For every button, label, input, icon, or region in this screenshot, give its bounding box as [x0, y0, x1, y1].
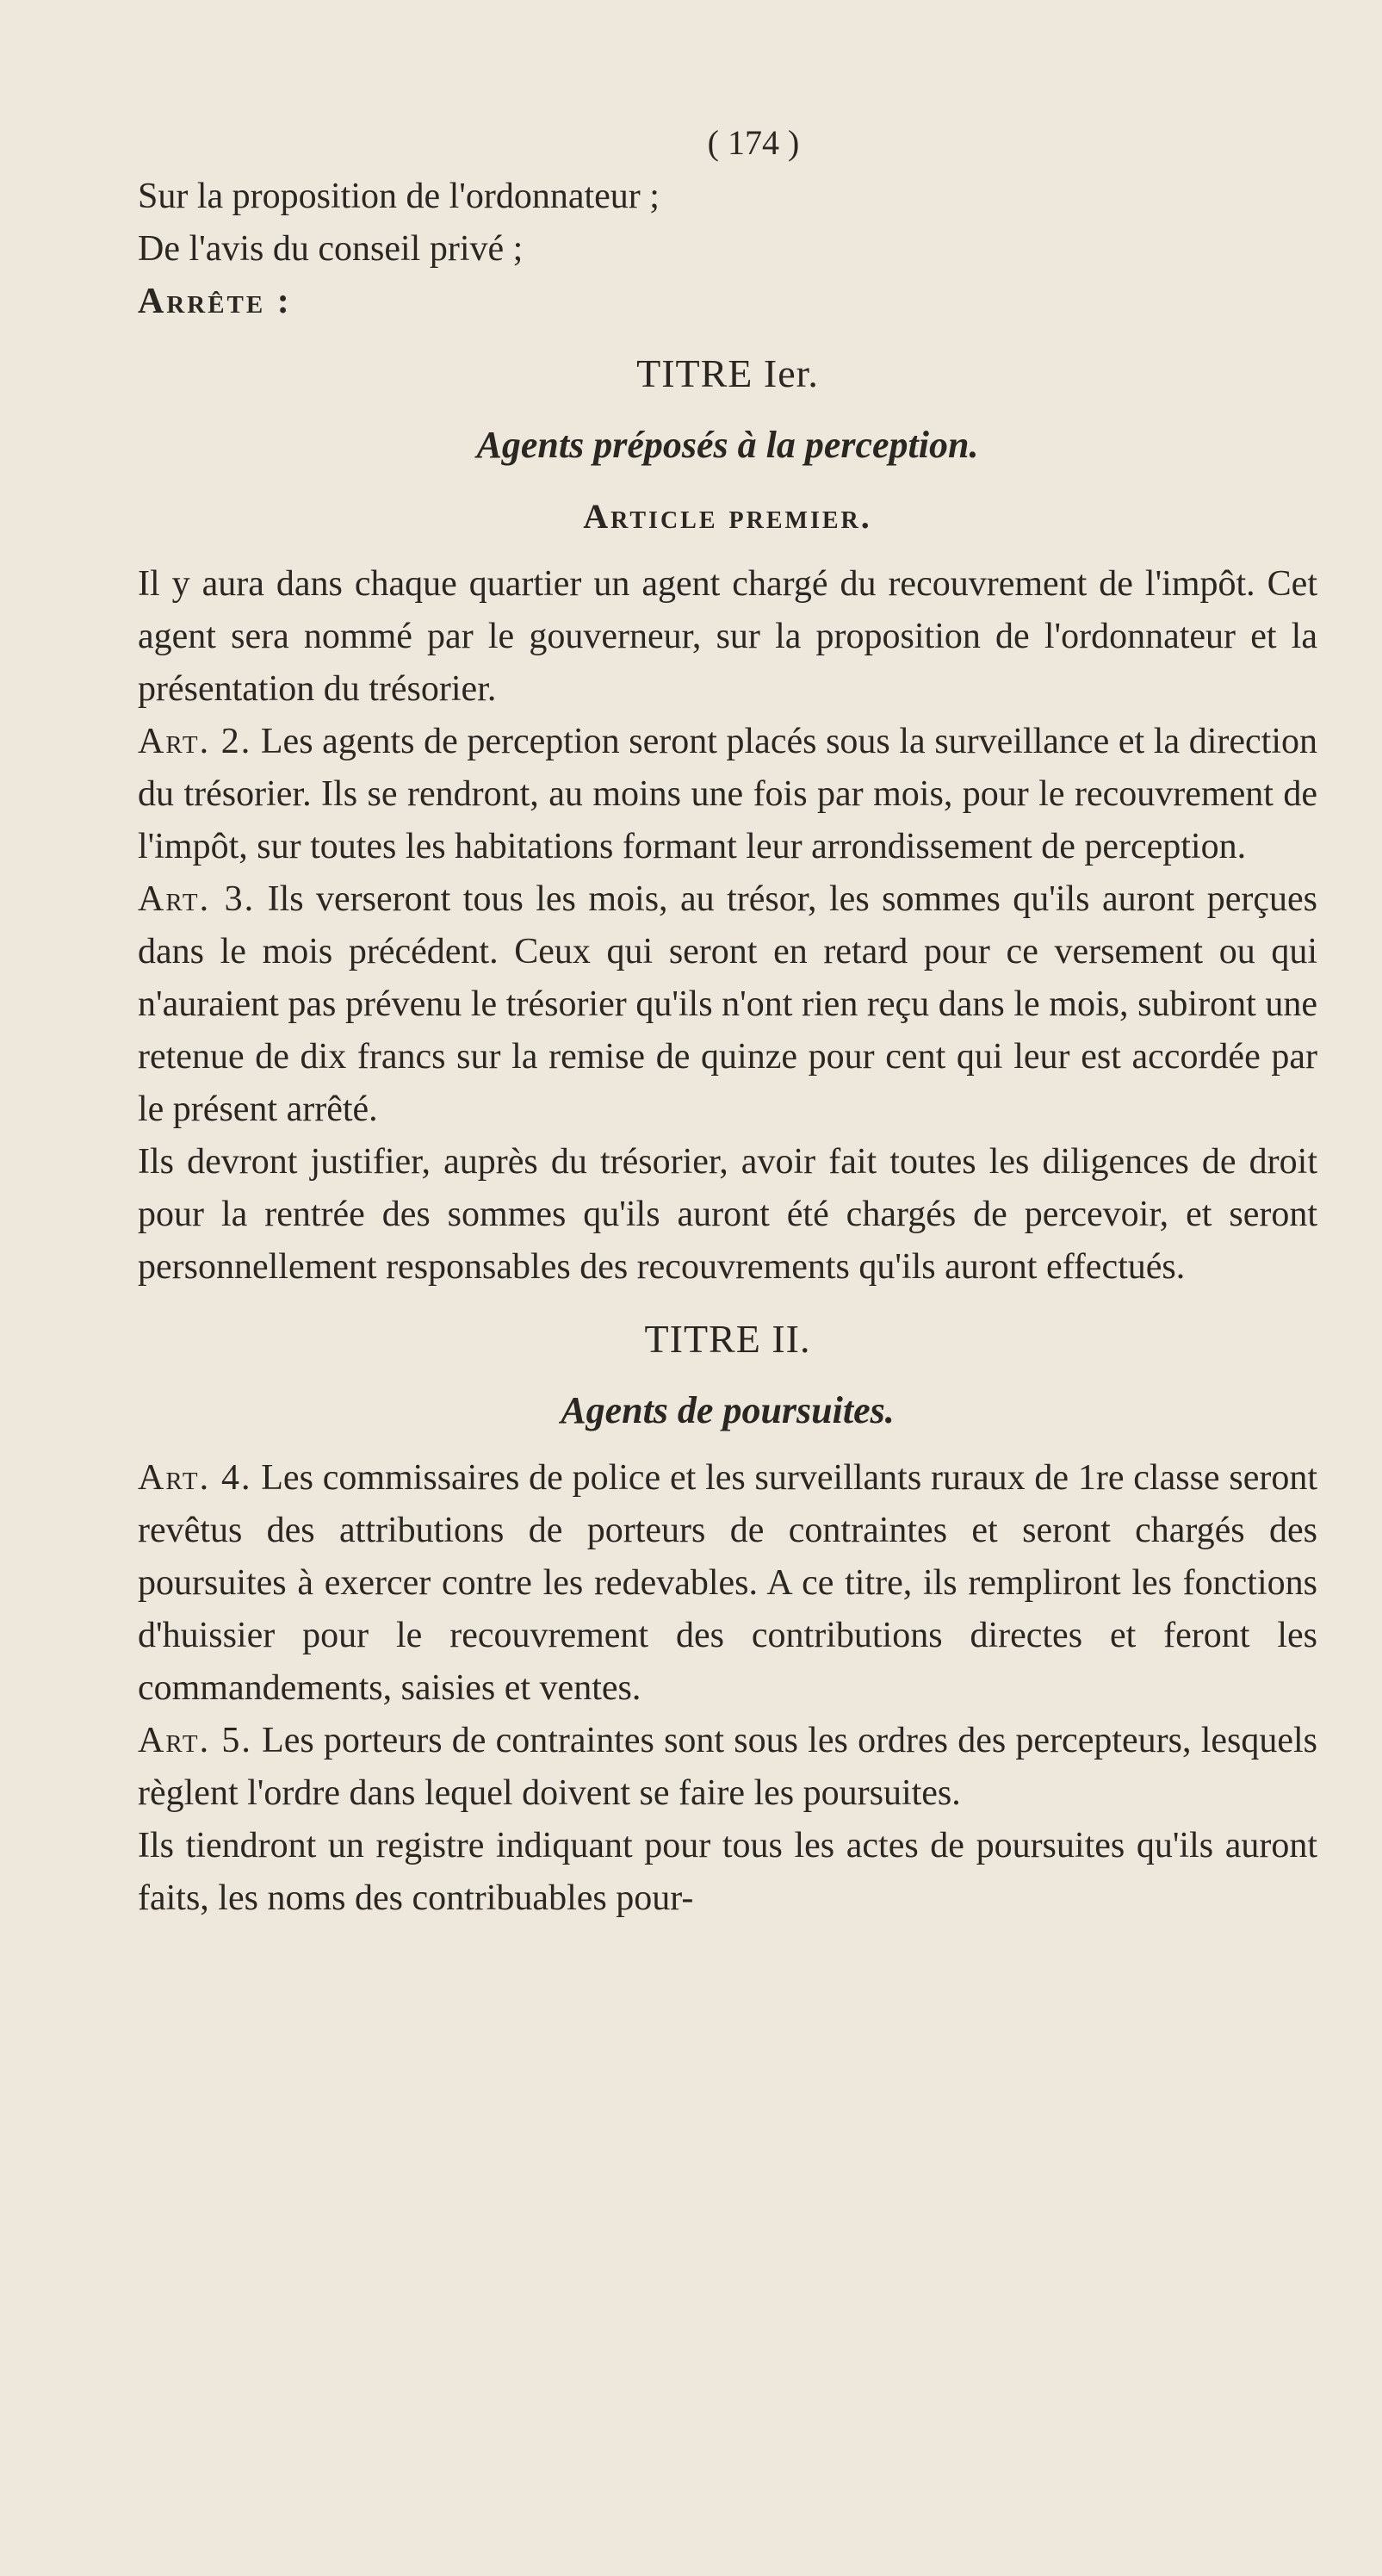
article-5-text: Les porteurs de contraintes sont sous les ordres des percepteurs, lesquels règlent l'ordre dans lequel doivent se faire les poursuites. [138, 1721, 1318, 1813]
page-text [138, 116, 1317, 1925]
preamble-arrete: Arrête : [138, 282, 292, 321]
titre-2-subheading: Agents de poursuites. [561, 1389, 895, 1431]
article-3-paragraph-2: Ils devront justifier, auprès du trésorier, avoir fait toutes les diligences de droit pour la rentrée des sommes qu'ils auront été chargés de percevoir, et seront personnellement responsables des recouvrements qu'ils auront effectués. [138, 1142, 1317, 1287]
article-5-paragraph-2: Ils tiendront un registre indiquant pour tous les actes de poursuites qu'ils auront faits, les noms des contribuables pour- [138, 1826, 1317, 1918]
article-4 [138, 1452, 1317, 1715]
article-2-text: Les agents de perception seront placés sous la surveillance et la direction du trésorier. Ils se rendront, au moins une fois par mois, pour le recouvrement de l'impôt, sur toutes les habitations formant leur arrondissement de perception. [138, 722, 1317, 866]
article-premier-text: Il y aura dans chaque quartier un agent chargé du recouvrement de l'impôt. Cet agent sera nommé par le gouverneur, sur la proposition de l'ordonnateur et la présentation du trésorier. [138, 564, 1317, 709]
article-premier-heading: Article premier. [583, 497, 872, 536]
article-5 [138, 1715, 1317, 1820]
titre-1-subheading: Agents préposés à la perception. [476, 424, 979, 466]
preamble-line-1: Sur la proposition de l'ordonnateur ; [138, 177, 660, 216]
article-3-text: Ils verseront tous les mois, au trésor, les sommes qu'ils auront perçues dans le mois précédent. Ceux qui seront en retard pour ce versement ou qui n'auraient pas prévenu le trésorier qu'ils n'ont rien reçu dans le mois, subiront une retenue de dix francs sur la remise de quinze pour cent qui leur est accordée par le présent arrêté. [138, 879, 1317, 1129]
article-2 [138, 716, 1317, 873]
titre-1-heading: TITRE Ier. [636, 351, 819, 395]
titre-2-heading: TITRE II. [644, 1317, 811, 1361]
article-4-label: Art. 4. [138, 1458, 252, 1498]
article-4-text: Les commissaires de police et les surveillants ruraux de 1re classe seront revêtus des attributions de porteurs de contraintes et seront chargés des poursuites à exercer contre les redevables. A ce titre, ils rempliront les fonctions d'huissier pour le recouvrement des contributions directes et feront les commandements, saisies et ventes. [138, 1458, 1318, 1708]
article-2-label: Art. 2. [138, 722, 252, 761]
article-3 [138, 873, 1317, 1136]
preamble-line-2: De l'avis du conseil privé ; [138, 229, 524, 269]
article-3-label: Art. 3. [138, 879, 256, 919]
page-number: ( 174 ) [707, 123, 800, 162]
article-5-label: Art. 5. [138, 1721, 252, 1760]
